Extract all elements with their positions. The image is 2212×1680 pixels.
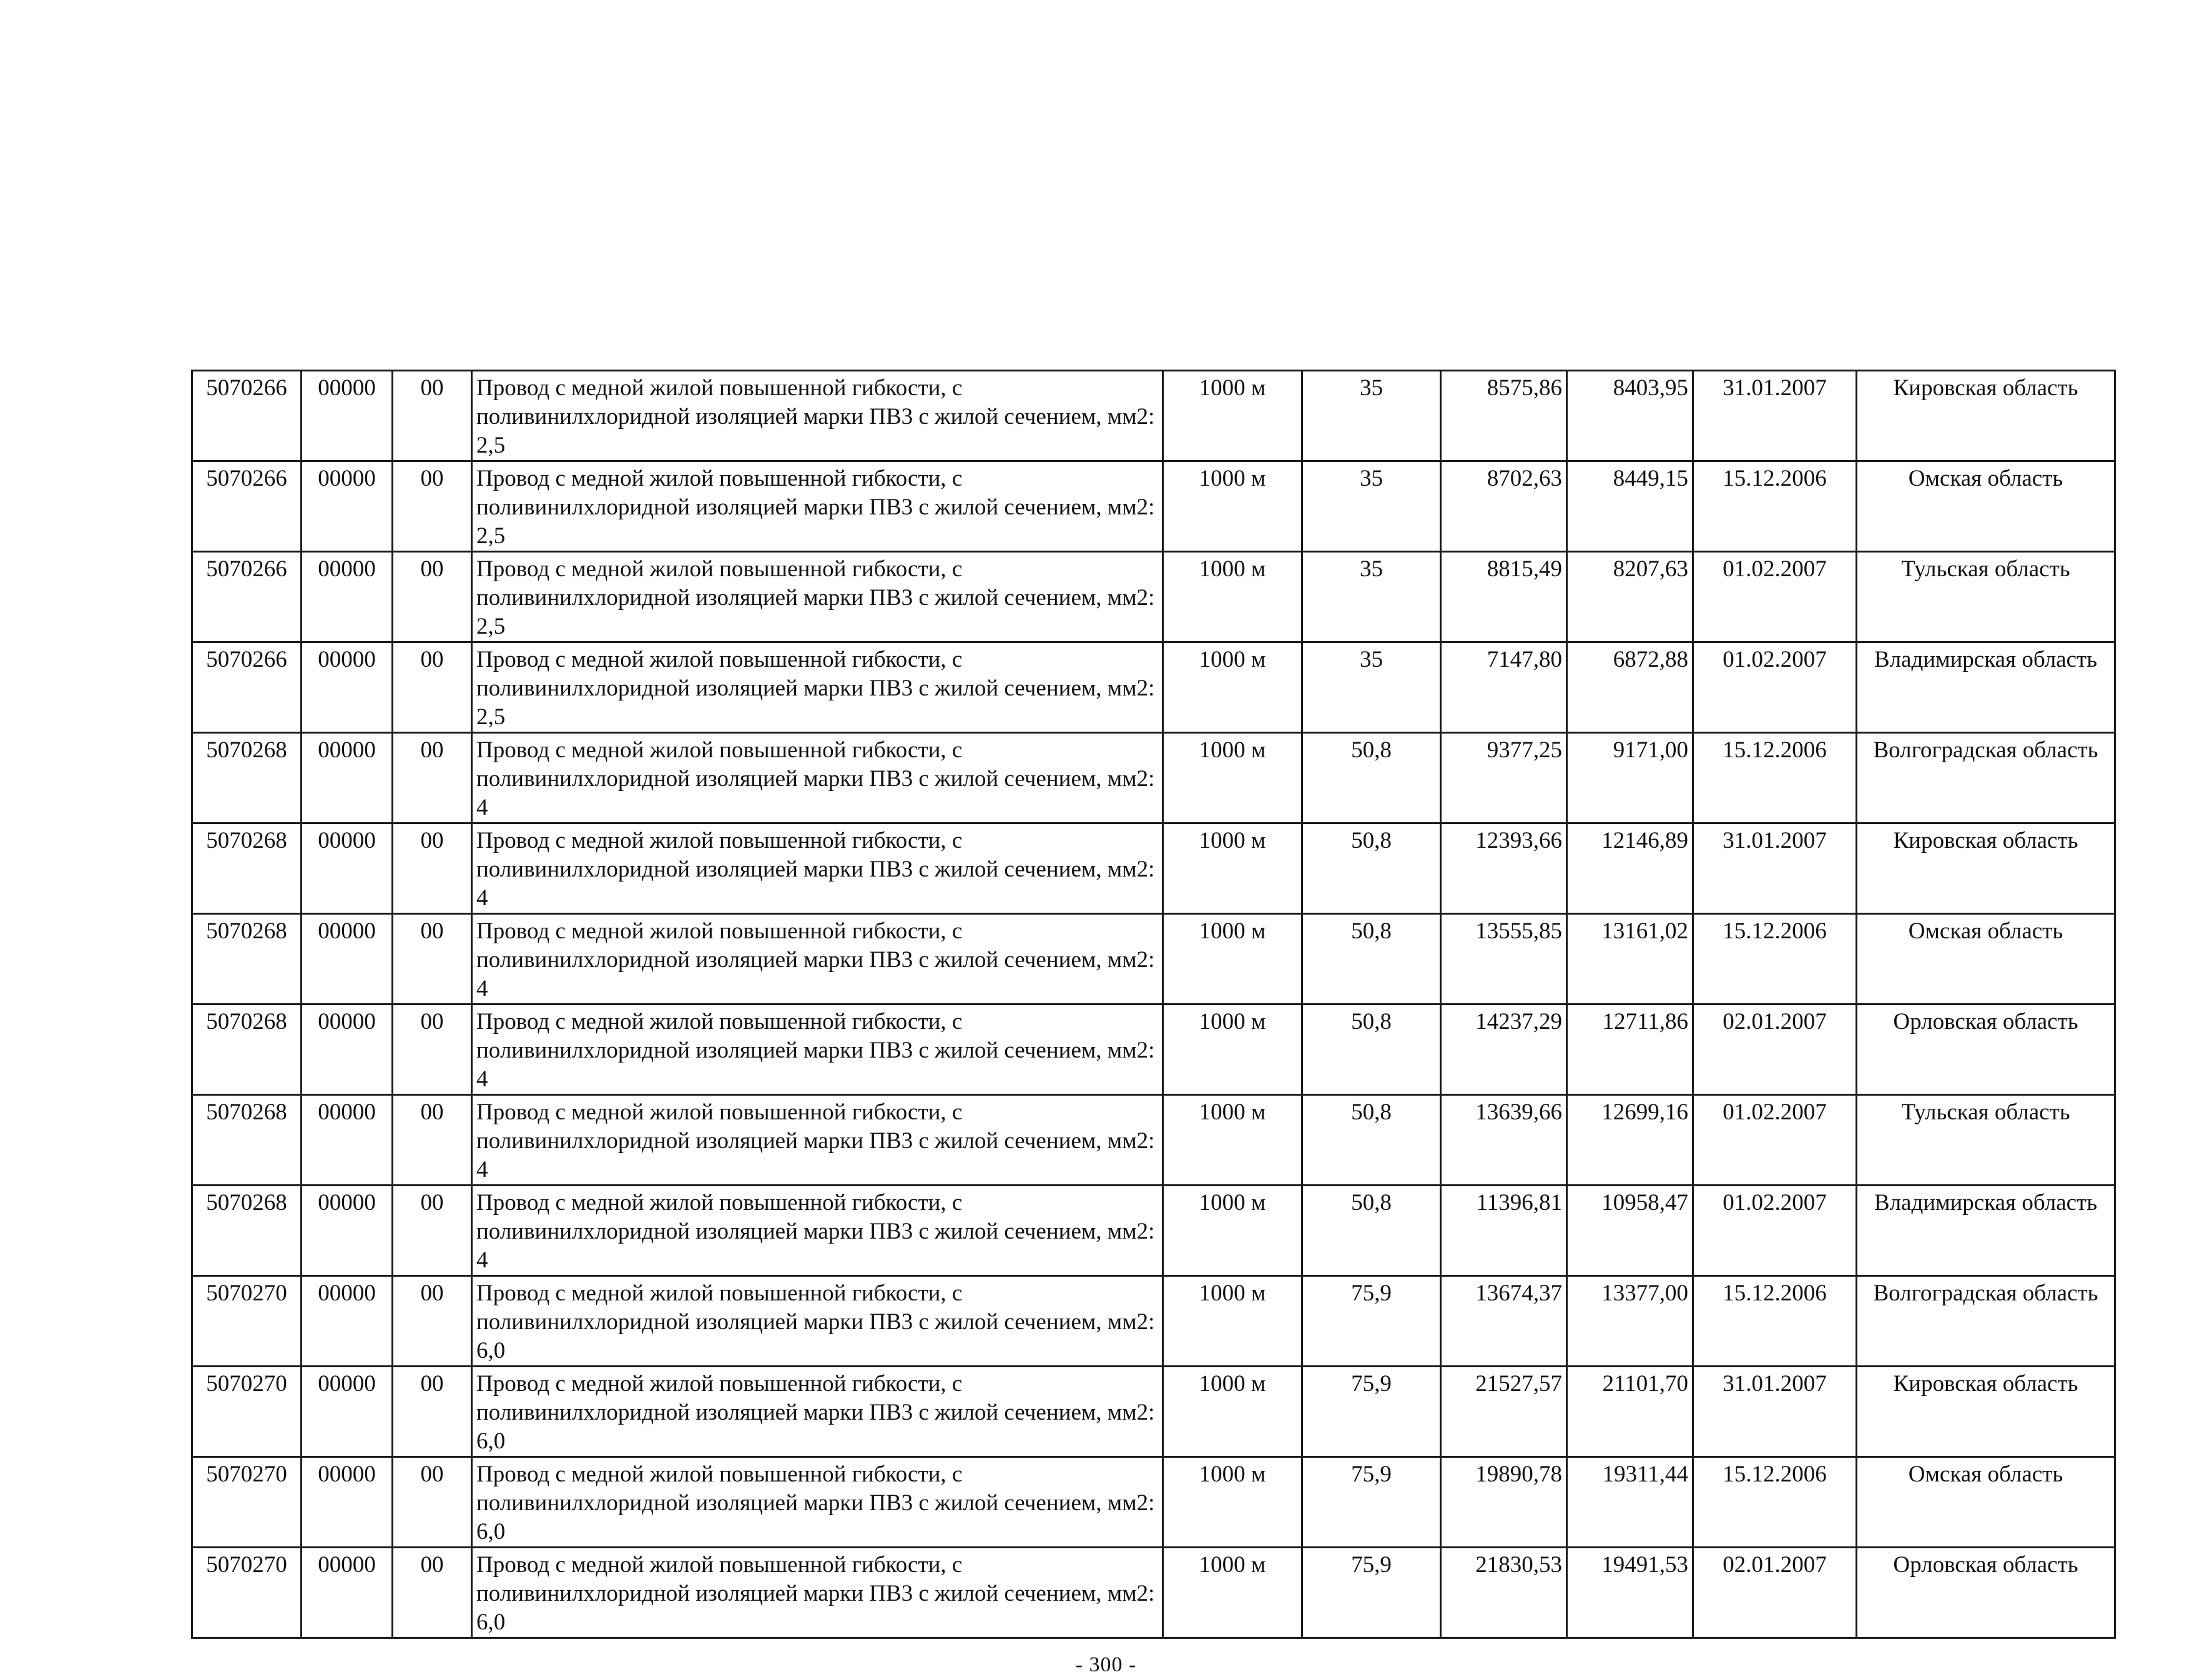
price-cell: 8575,86: [1441, 371, 1567, 461]
subcode-cell: 00000: [302, 642, 393, 733]
table-row: [192, 1367, 2115, 1457]
group-code-cell: 00: [393, 914, 472, 1005]
description-cell: Провод с медной жилой повышенной гибкости, с поливинилхлоридной изоляцией марки ПВ3 с жилой сечением, мм2: 2,5: [472, 552, 1163, 642]
unit-cell: 1000 м: [1163, 1548, 1302, 1638]
subcode-cell: 00000: [302, 461, 393, 552]
table-row: [192, 914, 2115, 1005]
group-code-cell: 00: [393, 733, 472, 823]
group-code-cell: 00: [393, 1276, 472, 1367]
unit-cell: 1000 м: [1163, 1367, 1302, 1457]
table-row: [192, 1005, 2115, 1095]
description-cell: Провод с медной жилой повышенной гибкости, с поливинилхлоридной изоляцией марки ПВ3 с жилой сечением, мм2: 6,0: [472, 1276, 1163, 1367]
subcode-cell: 00000: [302, 1548, 393, 1638]
subcode-cell: 00000: [302, 823, 393, 914]
group-code-cell: 00: [393, 1186, 472, 1276]
price-cell: 21830,53: [1441, 1548, 1567, 1638]
table-row: [192, 642, 2115, 733]
description-cell: Провод с медной жилой повышенной гибкости, с поливинилхлоридной изоляцией марки ПВ3 с жилой сечением, мм2: 2,5: [472, 642, 1163, 733]
subcode-cell: 00000: [302, 1367, 393, 1457]
description-cell: Провод с медной жилой повышенной гибкости, с поливинилхлоридной изоляцией марки ПВ3 с жилой сечением, мм2: 2,5: [472, 371, 1163, 461]
region-cell: Кировская область: [1857, 371, 2115, 461]
weight-cell: 35: [1302, 642, 1441, 733]
description-cell: Провод с медной жилой повышенной гибкости, с поливинилхлоридной изоляцией марки ПВ3 с жилой сечением, мм2: 4: [472, 914, 1163, 1005]
date-cell: 15.12.2006: [1693, 1457, 1857, 1548]
price-cell: 8702,63: [1441, 461, 1567, 552]
item-code-cell: 5070268: [192, 823, 302, 914]
group-code-cell: 00: [393, 823, 472, 914]
table-row: [192, 823, 2115, 914]
date-cell: 02.01.2007: [1693, 1005, 1857, 1095]
region-cell: Кировская область: [1857, 823, 2115, 914]
table-row: [192, 1548, 2115, 1638]
weight-cell: 75,9: [1302, 1276, 1441, 1367]
subcode-cell: 00000: [302, 552, 393, 642]
price-table: [191, 370, 2116, 1639]
date-cell: 01.02.2007: [1693, 1095, 1857, 1186]
description-cell: Провод с медной жилой повышенной гибкости, с поливинилхлоридной изоляцией марки ПВ3 с жилой сечением, мм2: 4: [472, 823, 1163, 914]
description-cell: Провод с медной жилой повышенной гибкости, с поливинилхлоридной изоляцией марки ПВ3 с жилой сечением, мм2: 4: [472, 1186, 1163, 1276]
item-code-cell: 5070266: [192, 371, 302, 461]
group-code-cell: 00: [393, 371, 472, 461]
region-cell: Тульская область: [1857, 1095, 2115, 1186]
price-cell: 14237,29: [1441, 1005, 1567, 1095]
description-cell: Провод с медной жилой повышенной гибкости, с поливинилхлоридной изоляцией марки ПВ3 с жилой сечением, мм2: 2,5: [472, 461, 1163, 552]
region-cell: Волгоградская область: [1857, 733, 2115, 823]
date-cell: 15.12.2006: [1693, 733, 1857, 823]
item-code-cell: 5070268: [192, 1186, 302, 1276]
date-cell: 15.12.2006: [1693, 461, 1857, 552]
price-cell: 9171,00: [1567, 733, 1693, 823]
date-cell: 01.02.2007: [1693, 642, 1857, 733]
price-cell: 8403,95: [1567, 371, 1693, 461]
table-row: [192, 1276, 2115, 1367]
item-code-cell: 5070268: [192, 1005, 302, 1095]
region-cell: Орловская область: [1857, 1005, 2115, 1095]
price-cell: 12146,89: [1567, 823, 1693, 914]
description-cell: Провод с медной жилой повышенной гибкости, с поливинилхлоридной изоляцией марки ПВ3 с жилой сечением, мм2: 6,0: [472, 1548, 1163, 1638]
weight-cell: 50,8: [1302, 1005, 1441, 1095]
region-cell: Омская область: [1857, 1457, 2115, 1548]
weight-cell: 75,9: [1302, 1548, 1441, 1638]
date-cell: 15.12.2006: [1693, 914, 1857, 1005]
price-cell: 13161,02: [1567, 914, 1693, 1005]
subcode-cell: 00000: [302, 1095, 393, 1186]
price-cell: 13674,37: [1441, 1276, 1567, 1367]
weight-cell: 35: [1302, 371, 1441, 461]
table-row: [192, 733, 2115, 823]
unit-cell: 1000 м: [1163, 1095, 1302, 1186]
date-cell: 31.01.2007: [1693, 1367, 1857, 1457]
unit-cell: 1000 м: [1163, 1005, 1302, 1095]
table-body: [192, 371, 2115, 1638]
item-code-cell: 5070268: [192, 914, 302, 1005]
unit-cell: 1000 м: [1163, 914, 1302, 1005]
description-cell: Провод с медной жилой повышенной гибкости, с поливинилхлоридной изоляцией марки ПВ3 с жилой сечением, мм2: 4: [472, 733, 1163, 823]
item-code-cell: 5070266: [192, 552, 302, 642]
price-cell: 19491,53: [1567, 1548, 1693, 1638]
region-cell: Омская область: [1857, 461, 2115, 552]
price-cell: 19890,78: [1441, 1457, 1567, 1548]
price-sheet: [191, 370, 2114, 1639]
group-code-cell: 00: [393, 1548, 472, 1638]
price-cell: 8449,15: [1567, 461, 1693, 552]
subcode-cell: 00000: [302, 914, 393, 1005]
item-code-cell: 5070270: [192, 1276, 302, 1367]
price-cell: 7147,80: [1441, 642, 1567, 733]
unit-cell: 1000 м: [1163, 1186, 1302, 1276]
table-row: [192, 371, 2115, 461]
unit-cell: 1000 м: [1163, 823, 1302, 914]
table-row: [192, 552, 2115, 642]
region-cell: Омская область: [1857, 914, 2115, 1005]
price-cell: 19311,44: [1567, 1457, 1693, 1548]
weight-cell: 50,8: [1302, 1095, 1441, 1186]
unit-cell: 1000 м: [1163, 552, 1302, 642]
region-cell: Волгоградская область: [1857, 1276, 2115, 1367]
group-code-cell: 00: [393, 1457, 472, 1548]
date-cell: 01.02.2007: [1693, 552, 1857, 642]
subcode-cell: 00000: [302, 1005, 393, 1095]
unit-cell: 1000 м: [1163, 1276, 1302, 1367]
description-cell: Провод с медной жилой повышенной гибкости, с поливинилхлоридной изоляцией марки ПВ3 с жилой сечением, мм2: 6,0: [472, 1457, 1163, 1548]
weight-cell: 50,8: [1302, 1186, 1441, 1276]
unit-cell: 1000 м: [1163, 461, 1302, 552]
item-code-cell: 5070268: [192, 1095, 302, 1186]
subcode-cell: 00000: [302, 733, 393, 823]
weight-cell: 75,9: [1302, 1457, 1441, 1548]
weight-cell: 50,8: [1302, 733, 1441, 823]
weight-cell: 75,9: [1302, 1367, 1441, 1457]
subcode-cell: 00000: [302, 371, 393, 461]
item-code-cell: 5070270: [192, 1367, 302, 1457]
date-cell: 31.01.2007: [1693, 823, 1857, 914]
description-cell: Провод с медной жилой повышенной гибкости, с поливинилхлоридной изоляцией марки ПВ3 с жилой сечением, мм2: 4: [472, 1005, 1163, 1095]
date-cell: 15.12.2006: [1693, 1276, 1857, 1367]
price-cell: 13377,00: [1567, 1276, 1693, 1367]
price-cell: 21527,57: [1441, 1367, 1567, 1457]
price-cell: 10958,47: [1567, 1186, 1693, 1276]
subcode-cell: 00000: [302, 1186, 393, 1276]
group-code-cell: 00: [393, 1095, 472, 1186]
price-cell: 21101,70: [1567, 1367, 1693, 1457]
item-code-cell: 5070268: [192, 733, 302, 823]
item-code-cell: 5070270: [192, 1457, 302, 1548]
item-code-cell: 5070266: [192, 642, 302, 733]
table-row: [192, 1095, 2115, 1186]
weight-cell: 50,8: [1302, 823, 1441, 914]
unit-cell: 1000 м: [1163, 642, 1302, 733]
description-cell: Провод с медной жилой повышенной гибкости, с поливинилхлоридной изоляцией марки ПВ3 с жилой сечением, мм2: 4: [472, 1095, 1163, 1186]
price-cell: 11396,81: [1441, 1186, 1567, 1276]
unit-cell: 1000 м: [1163, 371, 1302, 461]
weight-cell: 35: [1302, 552, 1441, 642]
group-code-cell: 00: [393, 552, 472, 642]
price-cell: 6872,88: [1567, 642, 1693, 733]
group-code-cell: 00: [393, 461, 472, 552]
item-code-cell: 5070270: [192, 1548, 302, 1638]
region-cell: Кировская область: [1857, 1367, 2115, 1457]
group-code-cell: 00: [393, 1005, 472, 1095]
price-cell: 12699,16: [1567, 1095, 1693, 1186]
price-cell: 9377,25: [1441, 733, 1567, 823]
date-cell: 31.01.2007: [1693, 371, 1857, 461]
subcode-cell: 00000: [302, 1276, 393, 1367]
table-row: [192, 461, 2115, 552]
region-cell: Владимирская область: [1857, 1186, 2115, 1276]
weight-cell: 50,8: [1302, 914, 1441, 1005]
date-cell: 01.02.2007: [1693, 1186, 1857, 1276]
description-cell: Провод с медной жилой повышенной гибкости, с поливинилхлоридной изоляцией марки ПВ3 с жилой сечением, мм2: 6,0: [472, 1367, 1163, 1457]
weight-cell: 35: [1302, 461, 1441, 552]
page-number: - 300 -: [1075, 1653, 1137, 1676]
region-cell: Владимирская область: [1857, 642, 2115, 733]
group-code-cell: 00: [393, 642, 472, 733]
date-cell: 02.01.2007: [1693, 1548, 1857, 1638]
item-code-cell: 5070266: [192, 461, 302, 552]
price-cell: 13555,85: [1441, 914, 1567, 1005]
region-cell: Тульская область: [1857, 552, 2115, 642]
region-cell: Орловская область: [1857, 1548, 2115, 1638]
subcode-cell: 00000: [302, 1457, 393, 1548]
unit-cell: 1000 м: [1163, 1457, 1302, 1548]
price-cell: 12711,86: [1567, 1005, 1693, 1095]
price-cell: 8207,63: [1567, 552, 1693, 642]
table-row: [192, 1457, 2115, 1548]
unit-cell: 1000 м: [1163, 733, 1302, 823]
table-row: [192, 1186, 2115, 1276]
price-cell: 12393,66: [1441, 823, 1567, 914]
price-cell: 8815,49: [1441, 552, 1567, 642]
price-cell: 13639,66: [1441, 1095, 1567, 1186]
group-code-cell: 00: [393, 1367, 472, 1457]
